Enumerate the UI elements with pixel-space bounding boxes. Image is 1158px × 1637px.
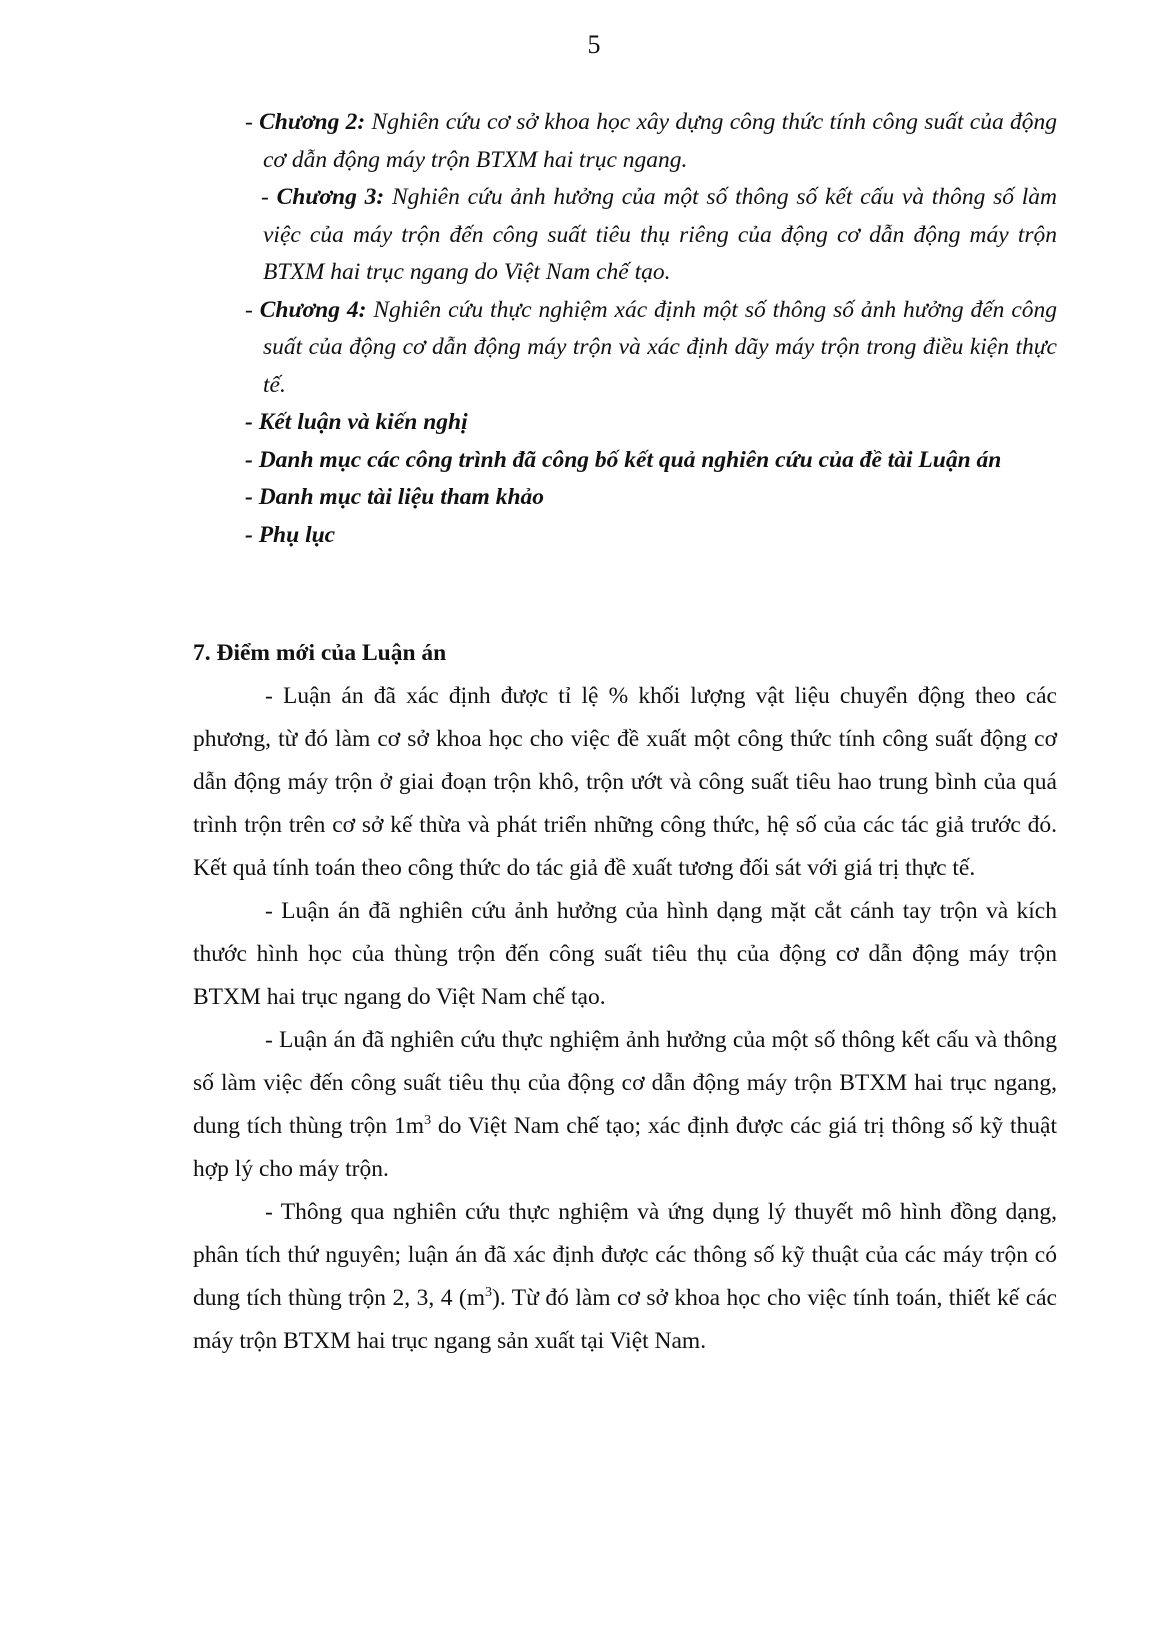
- chapter-4-label: Chương 4:: [259, 296, 367, 323]
- paragraph-3-superscript: 3: [424, 1113, 432, 1128]
- new-contributions-section: [193, 632, 1057, 1363]
- outline-references: - Danh mục tài liệu tham khảo: [245, 484, 545, 510]
- paragraph-1: - Luận án đã xác định được tỉ lệ % khối lượng vật liệu chuyển động theo các phương, từ đó làm cơ sở khoa học cho việc đề xuất một công thức tính công suất động cơ dẫn động máy trộn ở giai đoạn trộn khô, trộn ướt và công suất tiêu hao trung bình của quá trình trộn trên cơ sở kế thừa và phát triển những công thức, hệ số của các tác giả trước đó. Kết quả tính toán theo công thức do tác giả đề xuất tương đối sát với giá trị thực tế.: [193, 683, 1057, 881]
- outline-chapter-4: - Chương 4: Nghiên cứu thực nghiệm xác định một số thông số ảnh hưởng đến công suất của động cơ dẫn động máy trộn và xác định dãy máy trộn trong điều kiện thực tế.: [245, 296, 1058, 398]
- chapter-outline: [245, 104, 1057, 554]
- chapter-2-label: Chương 2:: [259, 109, 366, 135]
- section-heading: 7. Điểm mới của Luận án: [193, 640, 447, 666]
- paragraph-4: [193, 1191, 1057, 1363]
- outline-publications: - Danh mục các công trình đã công bố kết quả nghiên cứu của đề tài Luận án: [245, 446, 1002, 473]
- paragraph-3-part-b: do Việt Nam chế tạo; xác định được các giá trị thông số kỹ thuật hợp lý cho máy trộn.: [193, 1113, 1058, 1182]
- paragraph-4-superscript: 3: [485, 1285, 493, 1300]
- page-number: 5: [587, 30, 601, 59]
- paragraph-3-part-a: - Luận án đã nghiên cứu thực nghiệm ảnh hưởng của một số thông kết cấu và thông số làm việc đến công suất tiêu thụ của động cơ dẫn động máy trộn BTXM hai trục ngang, dung tích thùng trộn 1m: [193, 1027, 1057, 1139]
- outline-chapter-3: - Chương 3: Nghiên cứu ảnh hưởng của một số thông số kết cấu và thông số làm việc của máy trộn đến công suất tiêu thụ riêng của động cơ dẫn động máy trộn BTXM hai trục ngang do Việt Nam chế tạo.: [261, 184, 1057, 285]
- paragraph-2: - Luận án đã nghiên cứu ảnh hưởng của hình dạng mặt cắt cánh tay trộn và kích thước hình học của thùng trộn đến công suất tiêu thụ của động cơ dẫn động máy trộn BTXM hai trục ngang do Việt Nam chế tạo.: [193, 898, 1057, 1010]
- paragraph-4-part-a: - Thông qua nghiên cứu thực nghiệm và ứng dụng lý thuyết mô hình đồng dạng, phân tích thứ nguyên; luận án đã xác định được các thông số kỹ thuật của các máy trộn có dung tích thùng trộn 2, 3, 4 (m: [193, 1199, 1057, 1311]
- chapter-3-text: Nghiên cứu ảnh hưởng của một số thông số kết cấu và thông số làm việc của máy trộn đến công suất tiêu thụ riêng của động cơ dẫn động máy trộn BTXM hai trục ngang do Việt Nam chế tạo.: [263, 184, 1057, 285]
- chapter-4-text: Nghiên cứu thực nghiệm xác định một số thông số ảnh hưởng đến công suất của động cơ dẫn động máy trộn và xác định dãy máy trộn trong điều kiện thực tế.: [263, 296, 1058, 398]
- outline-appendix: - Phụ lục: [245, 521, 336, 548]
- paragraph-3: [193, 1019, 1057, 1191]
- outline-chapter-2: - Chương 2: Nghiên cứu cơ sở khoa học xây dựng công thức tính công suất của động cơ dẫn động máy trộn BTXM hai trục ngang.: [245, 109, 1057, 173]
- outline-conclusion: - Kết luận và kiến nghị: [245, 409, 468, 435]
- chapter-2-text: Nghiên cứu cơ sở khoa học xây dựng công thức tính công suất của động cơ dẫn động máy trộn BTXM hai trục ngang.: [263, 109, 1057, 173]
- paragraph-4-part-b: ). Từ đó làm cơ sở khoa học cho việc tính toán, thiết kế các máy trộn BTXM hai trục ngang sản xuất tại Việt Nam.: [193, 1285, 1057, 1354]
- chapter-3-label: Chương 3:: [276, 184, 385, 210]
